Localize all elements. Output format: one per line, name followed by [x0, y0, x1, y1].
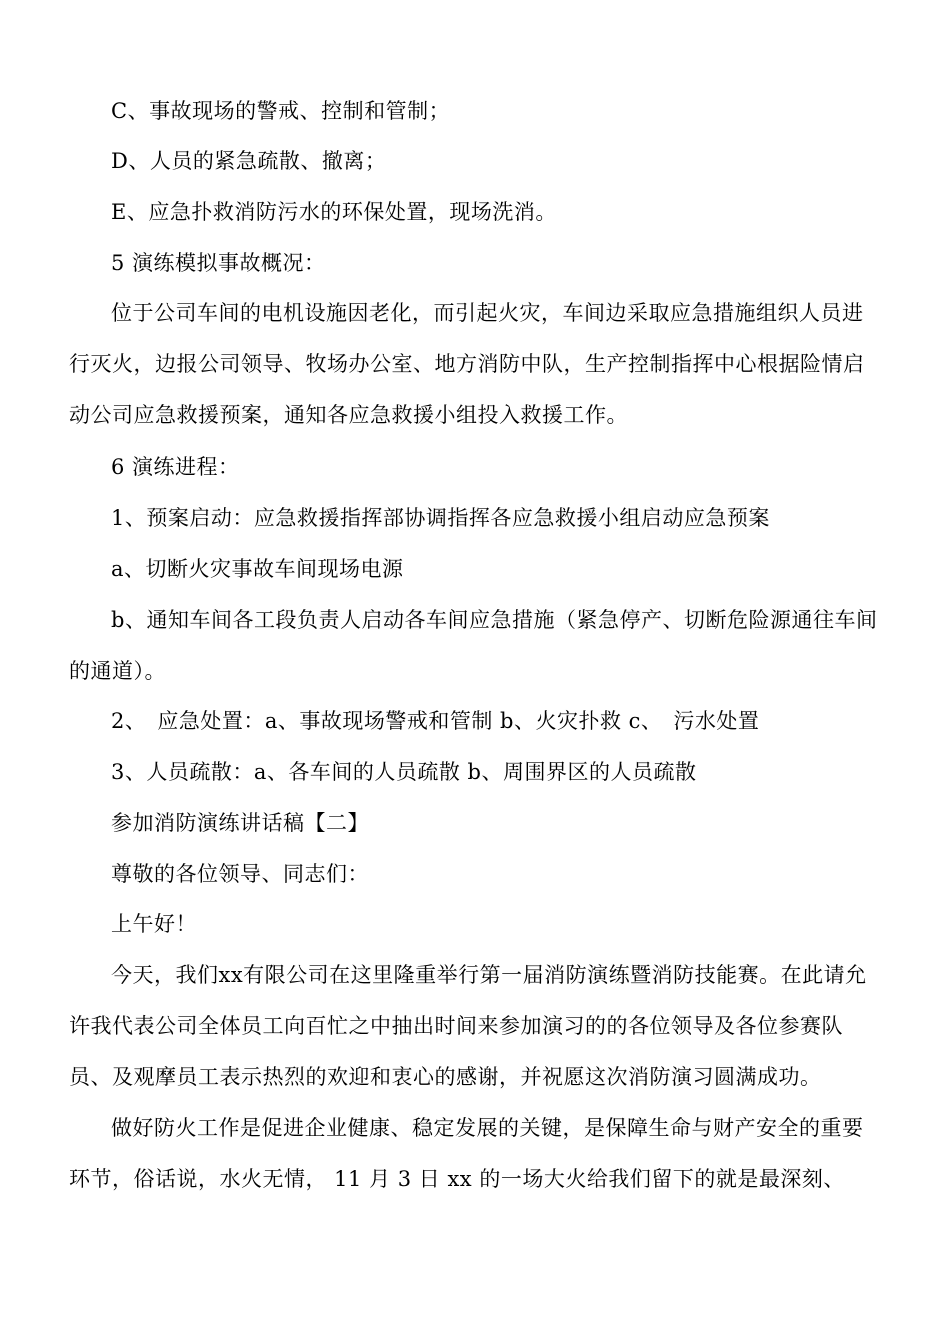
speech-paragraph-2: 做好防火工作是促进企业健康、稳定发展的关键，是保障生命与财产安全的重要环节，俗话说，水火无情， 11 月 3 日 xx 的一场大火给我们留下的就是最深刻、 — [69, 1116, 864, 1191]
paragraph-e: E、应急扑救消防污水的环保处置，现场洗消。 — [111, 200, 557, 224]
paragraph-step-1b: b、通知车间各工段负责人启动各车间应急措施（紧急停产、切断危险源通往车间的通道）。 — [69, 608, 878, 683]
paragraph-step-1a: a、切断火灾事故车间现场电源 — [111, 557, 404, 581]
section-heading-6: 6 演练进程： — [111, 455, 240, 479]
speech-salutation: 尊敬的各位领导、同志们： — [111, 862, 369, 886]
paragraph-step-2: 2、 应急处置：a、事故现场警戒和管制 b、火灾扑救 c、 污水处置 — [111, 709, 760, 733]
speech-title: 参加消防演练讲话稿【二】 — [111, 811, 369, 835]
paragraph-d: D、人员的紧急疏散、撤离； — [111, 149, 387, 173]
speech-greeting: 上午好！ — [111, 912, 197, 936]
paragraph-step-1: 1、预案启动：应急救援指挥部协调指挥各应急救援小组启动应急预案 — [111, 506, 770, 530]
paragraph-c: C、事故现场的警戒、控制和管制； — [111, 99, 451, 123]
speech-paragraph-1: 今天，我们xx有限公司在这里隆重举行第一届消防演练暨消防技能赛。在此请允许我代表公司全体员工向百忙之中抽出时间来参加演习的的各位领导及各位参赛队员、及观摩员工表示热烈的欢迎和衷心的感谢，并祝愿这次消防演习圆满成功。 — [69, 963, 867, 1089]
paragraph-step-3: 3、人员疏散：a、各车间的人员疏散 b、周围界区的人员疏散 — [111, 760, 697, 784]
section-heading-5: 5 演练模拟事故概况： — [111, 251, 326, 275]
paragraph-accident-overview: 位于公司车间的电机设施因老化，而引起火灾，车间边采取应急措施组织人员进行灭火，边报公司领导、牧场办公室、地方消防中队，生产控制指挥中心根据险情启动公司应急救援预案，通知各应急救援小组投入救援工作。 — [69, 301, 865, 427]
